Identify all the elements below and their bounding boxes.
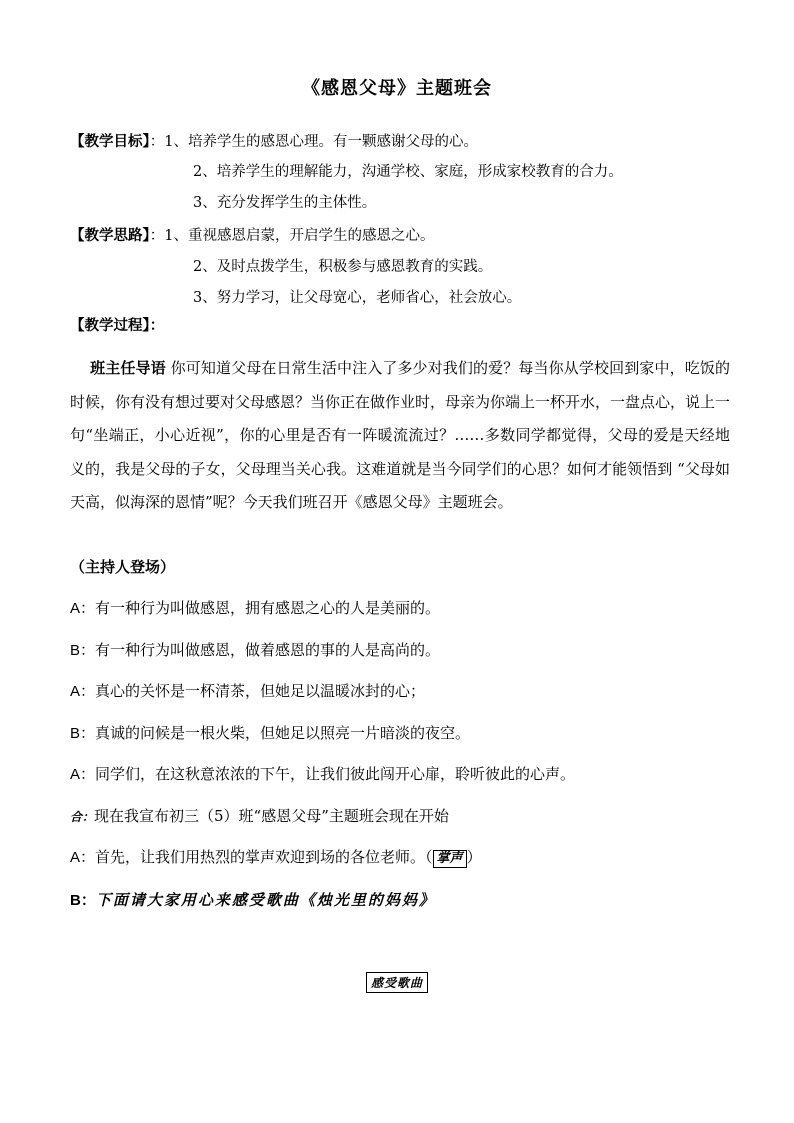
- applause-note: 掌声: [433, 850, 467, 868]
- intro-text: 你可知道父母在日常生活中注入了多少对我们的爱？每当你从学校回到家中，吃饭的时候，你有没有想过要对父母感恩？当你正在做作业时，母亲为你端上一杯开水，一盘点心，说上一句“坐端正，小心近视”，你的心里是否有一阵暖流流过？……多数同学都觉得，父母的爱是天经地义的，我是父母的子女，父母理当关心我。这难道就是当今同学们的心思？如何才能领悟到 “父母如天高，似海深的恩情”呢？今天我们班召开《感恩父母》主题班会。: [70, 359, 731, 511]
- dialogue-line: [70, 722, 470, 743]
- ideas-sep: ：: [149, 228, 165, 244]
- process-label: 【教学过程】: [70, 317, 150, 334]
- song-box: 感受歌曲: [366, 972, 428, 993]
- process-heading: [70, 314, 164, 335]
- ideas-line-1: [70, 224, 434, 245]
- speaker-label: A：: [70, 766, 96, 783]
- song-line-text: 下面请大家用心来感受歌曲《烛光里的妈妈》: [95, 891, 436, 909]
- dialogue-line: [70, 597, 440, 618]
- speaker-label: A：: [70, 600, 96, 617]
- host-speaker-label: 合：: [70, 810, 95, 824]
- paren-close: ）: [466, 848, 482, 866]
- ideas-label: 【教学思路】: [70, 227, 150, 244]
- process-sep: ：: [149, 317, 165, 334]
- goals-item-1: 1、培养学生的感恩心理。有一颗感谢父母的心。: [164, 134, 478, 150]
- goals-line-1: [70, 130, 478, 151]
- goals-sep: ：: [149, 134, 165, 150]
- host-announcement: [70, 805, 449, 826]
- speaker-label: B：: [70, 892, 96, 909]
- ideas-item-2: 2、及时点拨学生，积极参与感恩教育的实践。: [193, 259, 493, 275]
- dialogue-text: 有一种行为叫做感恩，拥有感恩之心的人是美丽的。: [95, 599, 441, 617]
- goals-label: 【教学目标】: [70, 133, 150, 150]
- dialogue-text: 真诚的问候是一根火柴，但她足以照亮一片暗淡的夜空。: [95, 724, 471, 742]
- goals-item-3: 3、充分发挥学生的主体性。: [193, 195, 377, 211]
- dialogue-text: 同学们，在这秋意浓浓的下午，让我们彼此闯开心扉，聆听彼此的心声。: [95, 765, 576, 783]
- intro-lead: 班主任导语: [90, 359, 166, 377]
- dialogue-line: [70, 639, 440, 660]
- dialogue-line: [70, 680, 425, 701]
- intro-paragraph: [70, 352, 730, 520]
- ideas-item-3: 3、努力学习，让父母宽心，老师省心，社会放心。: [193, 290, 522, 306]
- song-box-wrapper: [0, 972, 794, 993]
- song-line: [70, 889, 436, 910]
- speaker-label: A：: [70, 683, 96, 700]
- dialogue-text: 真心的关怀是一杯清茶，但她足以温暖冰封的心；: [95, 682, 426, 700]
- applause-text: 首先，让我们用热烈的掌声欢迎到场的各位老师。: [95, 848, 426, 866]
- applause-line: [70, 846, 482, 868]
- dialogue-line: [70, 763, 575, 784]
- speaker-label: A：: [70, 849, 96, 866]
- host-announcement-text: 现在我宣布初三（5）班“感恩父母”主题班会现在开始: [94, 807, 449, 825]
- ideas-item-1: 1、重视感恩启蒙，开启学生的感恩之心。: [164, 228, 435, 244]
- page-title: 《感恩父母》主题班会: [302, 78, 492, 99]
- speaker-label: B：: [70, 642, 96, 659]
- paren-open: （: [425, 848, 433, 866]
- host-heading: （主持人登场）: [70, 558, 176, 576]
- goals-item-2: 2、培养学生的理解能力，沟通学校、家庭，形成家校教育的合力。: [193, 164, 623, 180]
- speaker-label: B：: [70, 725, 96, 742]
- dialogue-text: 有一种行为叫做感恩，做着感恩的事的人是高尚的。: [95, 641, 441, 659]
